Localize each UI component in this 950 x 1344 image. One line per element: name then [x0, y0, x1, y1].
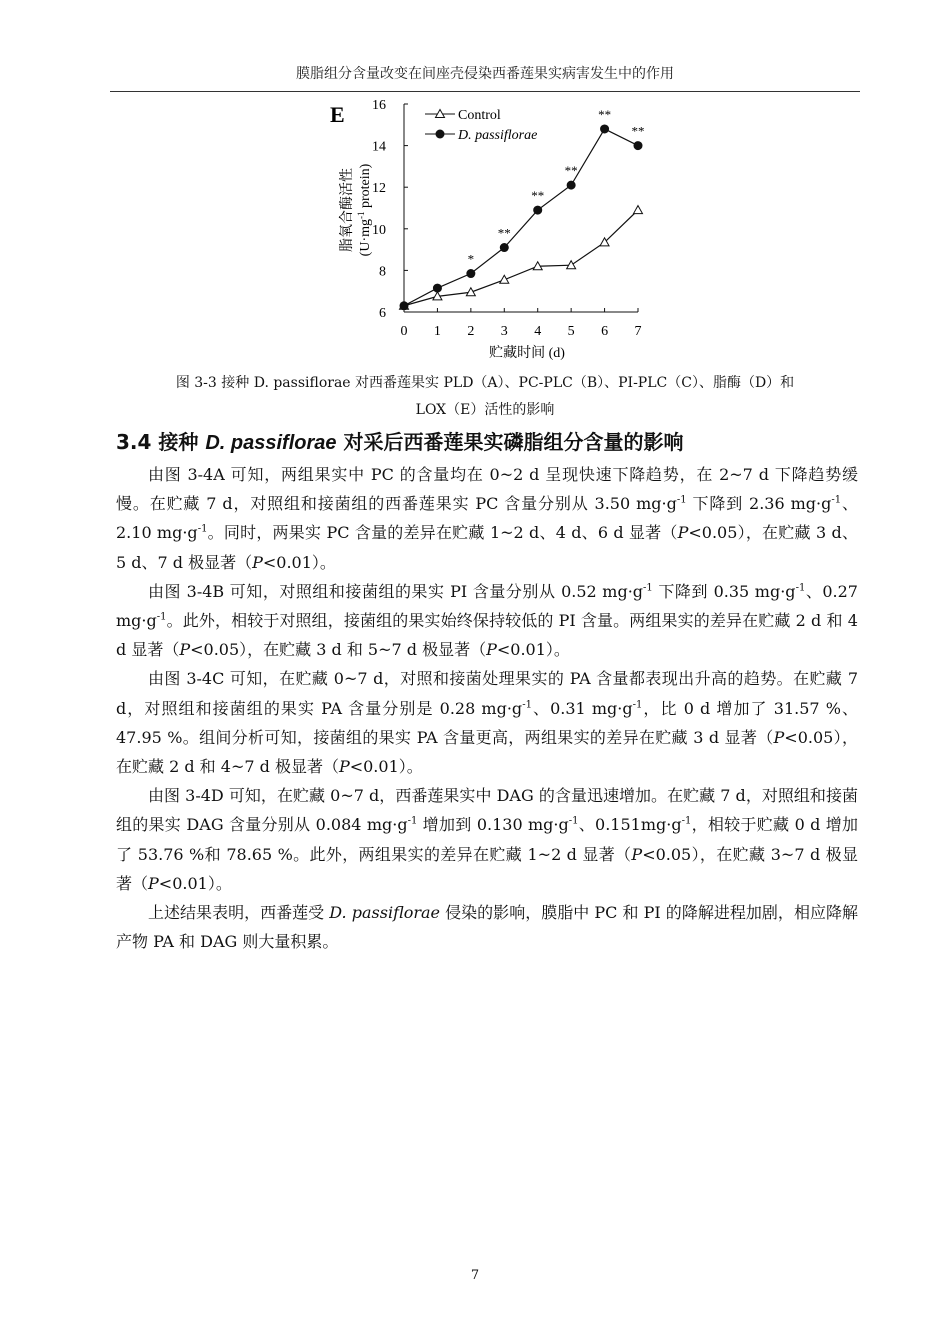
x-tick-label: 6 — [601, 324, 609, 339]
data-point-treated — [634, 141, 643, 150]
significance-label: ** — [631, 123, 645, 139]
series-line-treated — [404, 129, 638, 306]
section-heading: 3.4 接种 D. passiflorae 对采后西番莲果实磷脂组分含量的影响 — [116, 430, 684, 454]
x-tick-label: 0 — [400, 324, 408, 339]
x-tick-label: 7 — [634, 324, 642, 339]
y-tick-label: 10 — [372, 222, 386, 238]
caption-line-1: 图 3-3 接种 D. passiflorae 对西番莲果实 PLD（A）、PC-PLC（B）、PI-PLC（C）、脂酶（D）和 — [175, 375, 795, 391]
paragraph: 由图 3-4C 可知，在贮藏 0~7 d，对照和接菌处理果实的 PA 含量都表现出升高的趋势。在贮藏 7 d，对照组和接菌组的果实 PA 含量分别是 0.28 $mg\cdot g^{-1}$、0.31 $mg\cdot g^{-1}$，比 0 d 增加了 31.57 %、47.95 %。组间分析可知，接菌组的果实 PA 含量更高，两组果实的差异在贮藏 3 d 显著（P<0.05），在贮藏 2 d 和 4~7 d 极显著（P<0.01）。 — [116, 669, 858, 777]
y-tick-label: 8 — [379, 264, 386, 280]
x-tick-label: 4 — [534, 324, 542, 339]
y-axis-label-line2: ($U\cdot mg^{-1}$ protein) — [356, 163, 373, 257]
data-point-treated — [567, 181, 576, 190]
page-number: 7 — [470, 1268, 480, 1283]
x-tick-label: 2 — [467, 324, 475, 339]
data-point-control — [500, 275, 509, 283]
caption-line-2: LOX（E）活性的影响 — [415, 402, 555, 418]
significance-label: * — [467, 251, 475, 267]
paragraph: 由图 3-4B 可知，对照组和接菌组的果实 PI 含量分别从 0.52 $mg\cdot g^{-1}$ 下降到 0.35 $mg\cdot g^{-1}$、0.27 $mg\cdot g^{-1}$。此外，相较于对照组，接菌组的果实始终保持较低的 PI 含量。两组果实的差异在贮藏 2 d 和 4 d 显著（P<0.05），在贮藏 3 d 和 5~7 d 极显著（P<0.01）。 — [116, 581, 858, 660]
y-tick-label: 6 — [379, 306, 386, 321]
paragraph: 由图 3-4D 可知，在贮藏 0~7 d，西番莲果实中 DAG 的含量迅速增加。在贮藏 7 d，对照组和接菌组的果实 DAG 含量分别从 0.084 $mg\cdot g^{-1}$ 增加到 0.130 $mg\cdot g^{-1}$、$0.151mg\cdot g^{-1}$，相较于贮藏 0 d 增加了 53.76 %和 78.65 %。此外，两组果实的差异在贮藏 1~2 d 显著（P<0.05），在贮藏 3~7 d 极显著（P<0.01）。 — [116, 786, 858, 893]
data-point-treated — [533, 206, 542, 215]
data-point-treated — [400, 301, 409, 310]
running-header: 膜脂组分含量改变在间座壳侵染西番莲果实病害发生中的作用 — [296, 66, 674, 82]
figure-caption — [110, 370, 860, 424]
paragraph: 由图 3-4A 可知，两组果实中 PC 的含量均在 0~2 d 呈现快速下降趋势，在 2~7 d 下降趋势缓慢。在贮藏 7 d，对照组和接菌组的西番莲果实 PC 含量分别从 3.50 $mg\cdot g^{-1}$ 下降到 2.36 $mg\cdot g^{-1}$、2.10 $mg\cdot g^{-1}$。同时，两果实 PC 含量的差异在贮藏 1~2 d、4 d、6 d 显著（P<0.05），在贮藏 3 d、5 d、7 d 极显著（P<0.01）。 — [116, 465, 858, 572]
data-point-treated — [500, 243, 509, 252]
data-point-control — [466, 288, 475, 296]
legend-treated-label: D. passiflorae — [458, 128, 538, 143]
chart-legend — [425, 108, 537, 143]
x-axis-label: 贮藏时间 (d) — [489, 346, 565, 361]
legend-control-label: Control — [458, 108, 501, 123]
significance-label: ** — [598, 106, 612, 122]
panel-label: E — [330, 102, 345, 127]
x-tick-label: 3 — [500, 324, 508, 339]
body-text — [116, 460, 858, 956]
legend-treated-marker — [436, 130, 445, 139]
y-tick-label: 16 — [372, 98, 386, 113]
y-tick-label: 14 — [372, 139, 386, 155]
data-point-control — [634, 206, 643, 214]
x-tick-label: 1 — [433, 324, 441, 339]
chart-series — [400, 124, 643, 310]
paragraph: 上述结果表明，西番莲受 D. passiflorae 侵染的影响，膜脂中 PC 和 PI 的降解进程加剧，相应降解产物 PA 和 DAG 则大量积累。 — [116, 903, 858, 952]
figure-3-3e — [0, 0, 950, 370]
data-point-treated — [600, 124, 609, 133]
x-tick-label: 5 — [567, 324, 575, 339]
lox-activity-chart — [0, 0, 950, 370]
y-tick-label: 12 — [372, 181, 386, 197]
data-point-treated — [433, 284, 442, 293]
y-axis-label-line1: 脂氧合酶活性 — [340, 168, 355, 252]
significance-label: ** — [564, 163, 578, 179]
significance-label: ** — [497, 225, 511, 241]
data-point-treated — [466, 269, 475, 278]
significance-label: ** — [531, 188, 545, 204]
